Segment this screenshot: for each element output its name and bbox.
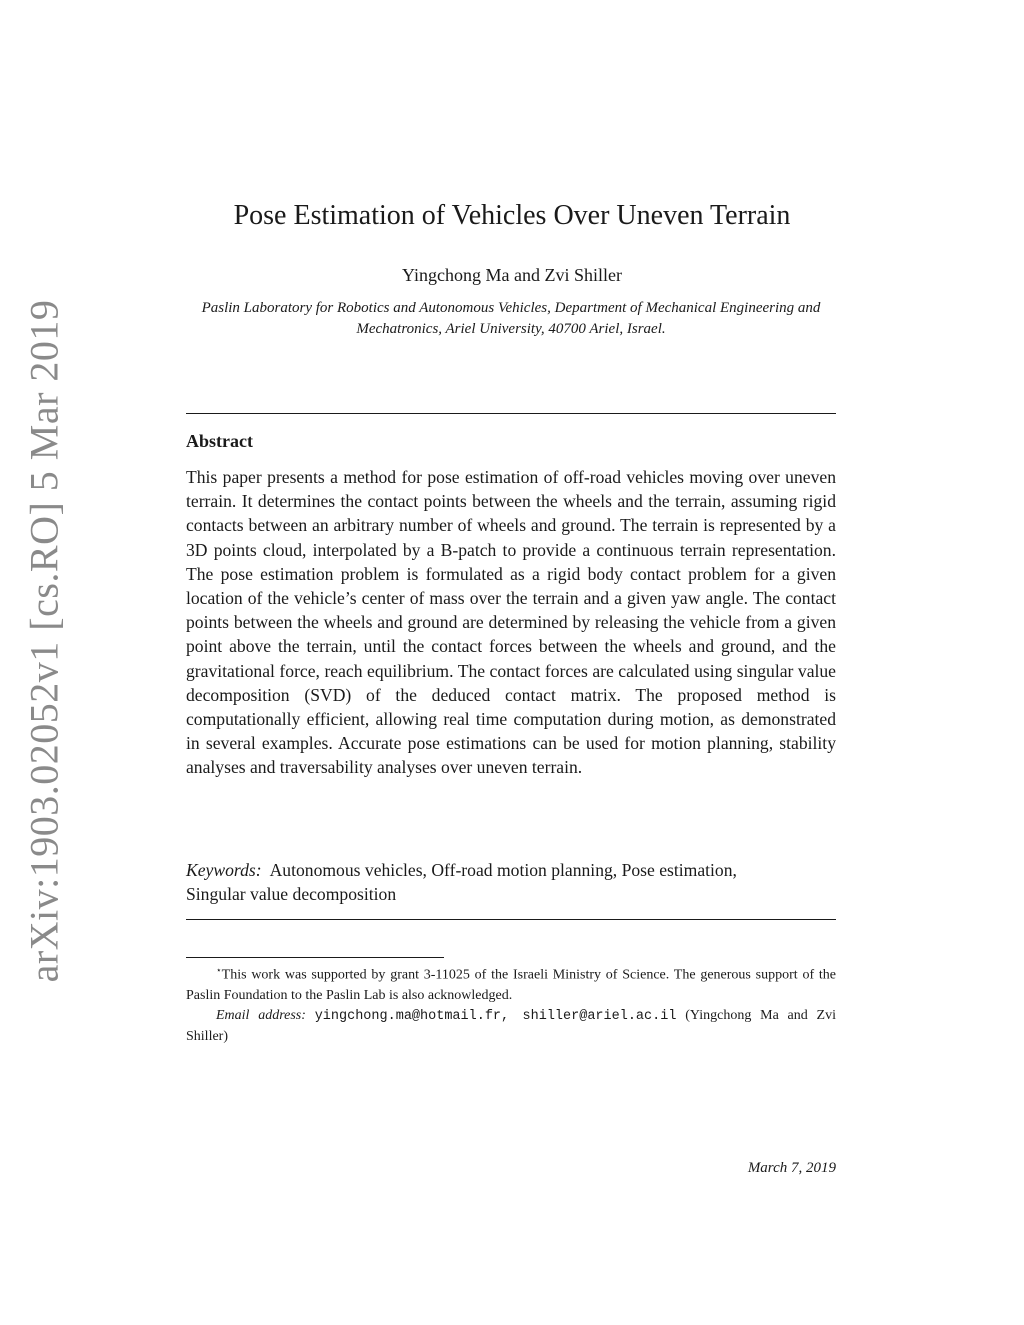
email-label: Email address: xyxy=(216,1007,306,1023)
keywords-label: Keywords: xyxy=(186,860,262,880)
arxiv-identifier: arXiv:1903.02052v1 [cs.RO] 5 Mar 2019 xyxy=(21,299,67,983)
email-footnote xyxy=(186,1006,836,1047)
email-addresses[interactable]: yingchong.ma@hotmail.fr, shiller@ariel.ac.il xyxy=(314,1008,677,1024)
footnote-rule xyxy=(186,957,444,958)
keywords-section xyxy=(186,858,766,906)
funding-footnote xyxy=(186,960,836,1006)
author-affiliation: Paslin Laboratory for Robotics and Autonomous Vehicles, Department of Mechanical Engineering and Mechatronics, Ariel University, 40700 Ariel, Israel. xyxy=(201,300,821,337)
keywords-text: Autonomous vehicles, Off-road motion planning, Pose estimation, Singular value decomposition xyxy=(186,860,737,904)
abstract-heading: Abstract xyxy=(186,431,253,451)
abstract-text: This paper presents a method for pose estimation of off-road vehicles moving over uneven terrain. It determines the contact points between the wheels and the terrain, assuming rigid contacts between an arbitrary number of wheels and ground. The terrain is represented by a 3D points cloud, interpolated by a B-patch to provide a continuous terrain representation. The pose estimation problem is formulated as a rigid body contact problem for a given location of the vehicle’s center of mass over the terrain and a given yaw angle. The contact points between the wheels and ground are determined by releasing the vehicle from a given point above the terrain, until the contact forces between the wheels and ground, and the gravitational force, reach equilibrium. The contact forces are calculated using singular value decomposition (SVD) of the deduced contact matrix. The proposed method is computationally efficient, allowing real time computation during motion, as demonstrated in several examples. Accurate pose estimations can be used for motion planning, stability analyses and traversability analyses over uneven terrain. xyxy=(186,467,836,778)
author-list: Yingchong Ma and Zvi Shiller xyxy=(402,265,622,285)
funding-text: This work was supported by grant 3-11025 of the Israeli Ministry of Science. The generous support of the Paslin Foundation to the Paslin Lab is also acknowledged. xyxy=(186,967,836,1003)
top-rule xyxy=(186,413,836,414)
footnote-marker: ⋆ xyxy=(216,965,222,975)
arxiv-side-stamp xyxy=(0,0,67,983)
paper-title: Pose Estimation of Vehicles Over Uneven Terrain xyxy=(233,200,791,231)
preprint-date: March 7, 2019 xyxy=(747,1160,836,1176)
footnote xyxy=(186,960,836,1047)
email-owners: (Yingchong Ma and Zvi Shiller) xyxy=(186,1007,836,1044)
bottom-rule xyxy=(186,919,836,920)
